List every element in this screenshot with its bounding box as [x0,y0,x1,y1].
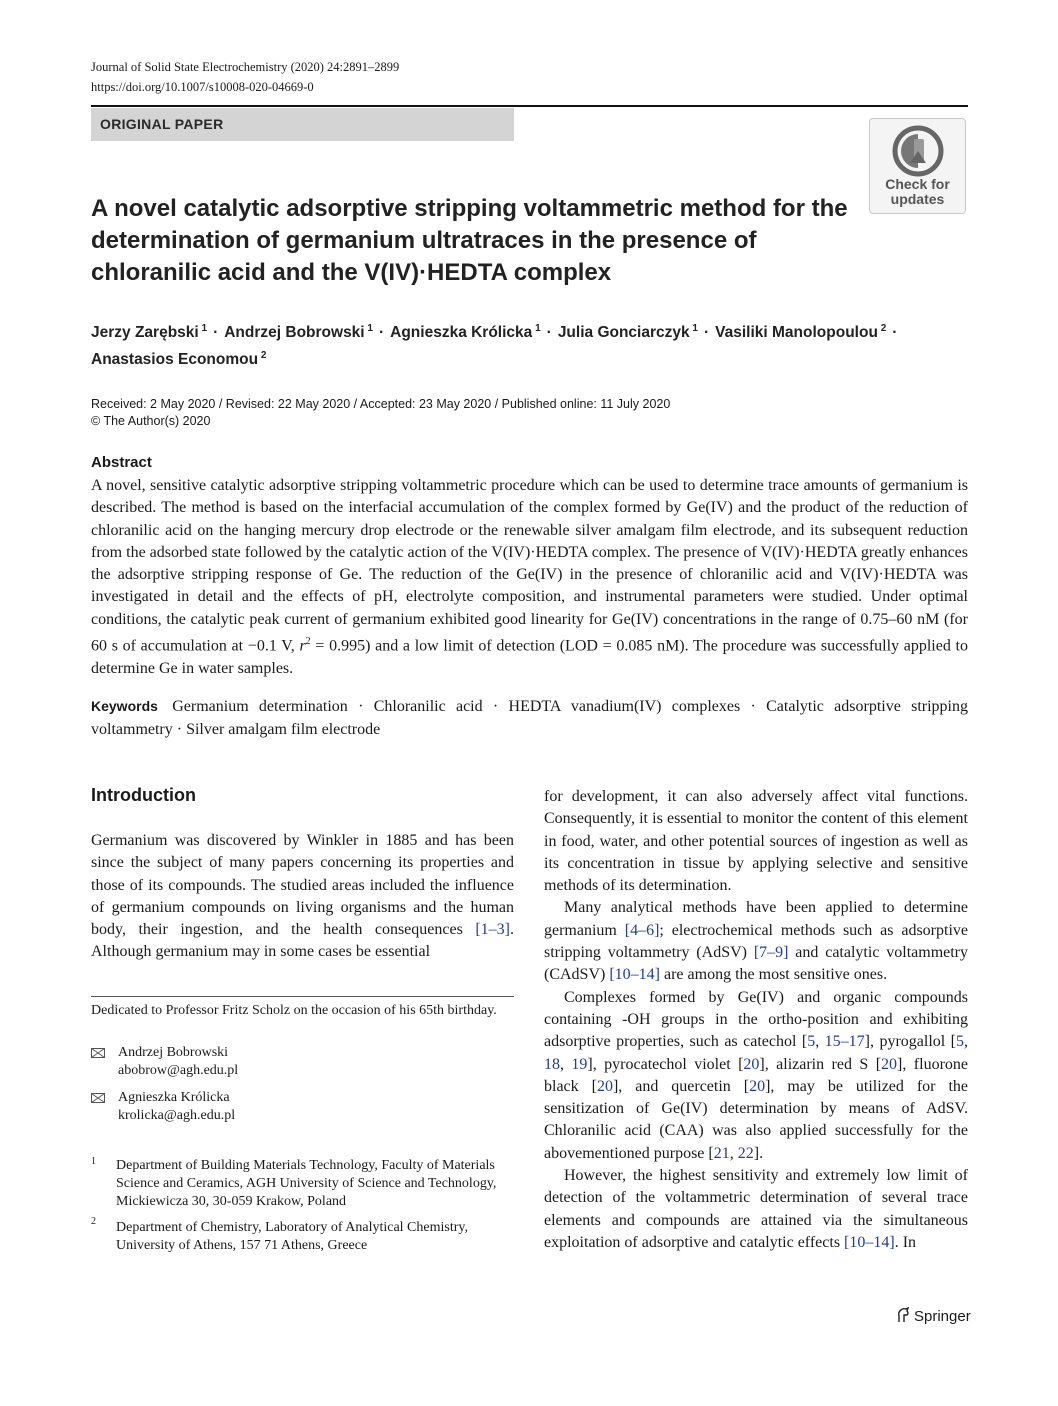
paragraph-text: ], pyrocatechol violet [ [587,1055,744,1073]
paragraph-text: Complexes formed by Ge(IV) and organic compounds containing -OH groups in the ortho-position and exhibiting adsorptive properties, such as catechol [ [544,988,968,1051]
author-name[interactable]: Agnieszka Królicka [390,324,533,342]
author-affiliation: 1 [692,323,698,334]
citation-link[interactable]: 22 [737,1144,754,1162]
paragraph-text: are among the most sensitive ones. [660,966,888,984]
paragraph-text: ], alizarin red S [ [759,1055,882,1073]
paragraph [544,1165,968,1254]
keywords-list: Germanium determination · Chloranilic acid · HEDTA vanadium(IV) complexes · Catalytic adsorptive stripping voltammetry · Silver amalgam film electrode [91,698,969,738]
header-rule [91,105,968,107]
affiliation-text: Department of Chemistry, Laboratory of Analytical Chemistry, University of Athens, 157 71 Athens, Greece [116,1220,468,1253]
author-name[interactable]: Julia Gonciarczyk [557,324,690,342]
author-name[interactable]: Anastasios Economou [91,351,259,369]
citation-link[interactable]: 20 [743,1055,760,1073]
citation-link[interactable]: [4–6] [624,921,660,939]
copyright-notice: © The Author(s) 2020 [91,414,211,428]
citation-link[interactable]: [1–3] [475,921,510,939]
author-affiliation: 1 [201,323,208,334]
paragraph-text: ], fluorone black [ [544,1055,968,1095]
citation-link[interactable]: 20 [881,1055,898,1073]
author-affiliation: 2 [880,323,887,334]
paragraph-text: , [560,1055,572,1073]
citation-link[interactable]: 15–17 [824,1033,865,1051]
citation-link[interactable]: 20 [749,1077,766,1095]
author-affiliation: 1 [535,323,541,334]
paragraph-text: ]. [753,1144,764,1162]
envelope-icon [91,1093,105,1103]
citation-link[interactable]: 18 [544,1055,560,1073]
publisher-logo [896,1307,971,1325]
affiliation-text: Department of Building Materials Technology, Faculty of Materials Science and Ceramics, AGH University of Science and Technology, Mickiewicza 30, 30-059 Krakow, Poland [116,1158,497,1209]
paragraph-text: , [729,1144,738,1162]
paragraph-text: However, the highest sensitivity and extremely low limit of detection of the voltammetric determination of several trace elements and compounds are attained via the simultaneous exploitation of adsorptive and catalytic effects [544,1167,968,1251]
author-separator: · [703,324,710,342]
section-label: ORIGINAL PAPER [100,116,224,132]
paragraph [544,897,968,986]
introduction-left-column: Germanium was discovered by Winkler in 1885 and has been since the subject of many papers concerning its properties and those of its compounds. The studied areas included the influence of germanium compounds on living organisms and the human body, their ingestion, and the health consequences [1–3]. Although germanium may in some cases be essential [91,832,514,961]
paragraph-text: and catalytic voltammetry (CAdSV) [544,944,969,984]
introduction-heading: Introduction [91,785,196,805]
author-list [91,317,971,371]
paragraph-text: ; electrochemical methods such as adsorptive stripping voltammetry (AdSV) [544,921,969,962]
check-updates-label: Check for updates [885,176,950,207]
citation-link[interactable]: 20 [596,1077,613,1095]
introduction-right-column [544,786,968,1254]
abstract-heading: Abstract [91,454,152,471]
check-for-updates-badge[interactable] [869,118,966,214]
envelope-icon [91,1048,105,1058]
paragraph-text: , [815,1033,825,1051]
author-name[interactable]: Andrzej Bobrowski [224,324,365,342]
affiliation-number: 2 [91,1216,96,1227]
paragraph-text: ], pyrogallol [ [864,1033,957,1051]
citation-link[interactable]: [10–14] [609,966,660,984]
keywords [91,695,968,741]
check-updates-icon [892,125,944,177]
citation-link[interactable]: 5 [956,1033,965,1051]
paragraph-text: Many analytical methods have been applied to determine germanium [544,899,968,939]
author-name[interactable]: Vasiliki Manolopoulou [715,324,878,342]
keywords-label: Keywords [91,698,158,714]
author-affiliation: 2 [260,350,267,362]
paragraph-text: , [964,1033,969,1051]
journal-citation: Journal of Solid State Electrochemistry (2020) 24:2891–2899 [91,60,400,74]
author-separator: · [546,324,552,342]
author-separator: · [378,324,385,342]
dedication-footnote: Dedicated to Professor Fritz Scholz on the occasion of his 65th birthday. [91,1003,497,1018]
paragraph: for development, it can also adversely affect vital functions. Consequently, it is essential to monitor the content of this element in food, water, and other potential sources of ingestion as well as its concentration in tissue by applying selective and sensitive methods of its determination. [544,788,968,895]
paper-title: A novel catalytic adsorptive stripping voltammetric method for the determination of germanium ultratraces in the presence of chloranilic acid and the V(IV)·HEDTA complex [91,195,848,286]
publisher-name: Springer [914,1308,971,1325]
footnote-rule [91,996,514,997]
paragraph-text: ], and quercetin [ [612,1077,750,1095]
author-separator: · [213,324,219,342]
citation-link[interactable]: 21 [713,1144,730,1162]
doi-link[interactable]: https://doi.org/10.1007/s10008-020-04669-0 [91,80,314,94]
springer-horse-icon [896,1307,910,1323]
contact-name: Andrzej Bobrowski [118,1045,229,1060]
contact-name: Agnieszka Królicka [118,1090,230,1105]
citation-link[interactable]: 19 [571,1055,588,1073]
paragraph [544,987,968,1165]
citation-link[interactable]: [10–14] [844,1233,895,1251]
paragraph-text: ], may be utilized for the sensitization of Ge(IV) determination by means of AdSV. Chloranilic acid (CAA) was also applied successfully for the abovementioned purpose [ [544,1077,968,1162]
author-separator: · [892,324,898,342]
contact-email[interactable]: krolicka@agh.edu.pl [118,1108,236,1123]
author-affiliation: 1 [367,323,373,334]
paragraph-text: . In [894,1233,917,1251]
affiliation-number: 1 [91,1156,96,1167]
contact-email[interactable]: abobrow@agh.edu.pl [118,1063,239,1078]
publication-dates: Received: 2 May 2020 / Revised: 22 May 2020 / Accepted: 23 May 2020 / Published online: 11 July 2020 [91,397,671,411]
citation-link[interactable]: [7–9] [753,944,789,962]
author-name[interactable]: Jerzy Zarębski [91,324,199,342]
citation-link[interactable]: 5 [807,1033,816,1051]
abstract-text: A novel, sensitive catalytic adsorptive stripping voltammetric procedure which can be used to determine trace amounts of germanium is described. The method is based on the interfacial accumulation of the complex formed by Ge(IV) and the product of the reduction of chloranilic acid on the hanging mercury drop electrode or the renewable silver amalgam film electrode, and its subsequent reduction from the adsorbed state followed by the catalytic action of the V(IV)·HEDTA complex. The presence of V(IV)·HEDTA greatly enhances the adsorptive stripping response of Ge. The reduction of the Ge(IV) in the presence of chloranilic acid and V(IV)·HEDTA was investigated in detail and the effects of pH, electrolyte composition, and instrumental parameters were studied. Under optimal conditions, the catalytic peak current of germanium exhibited good linearity for Ge(IV) concentrations in the range of 0.75–60 nM (for 60 s of accumulation at −0.1 V, $r^2 = 0.995$) and a low limit of detection (LOD = 0.085 nM). The procedure was successfully applied to determine Ge in water samples. [91,477,969,677]
